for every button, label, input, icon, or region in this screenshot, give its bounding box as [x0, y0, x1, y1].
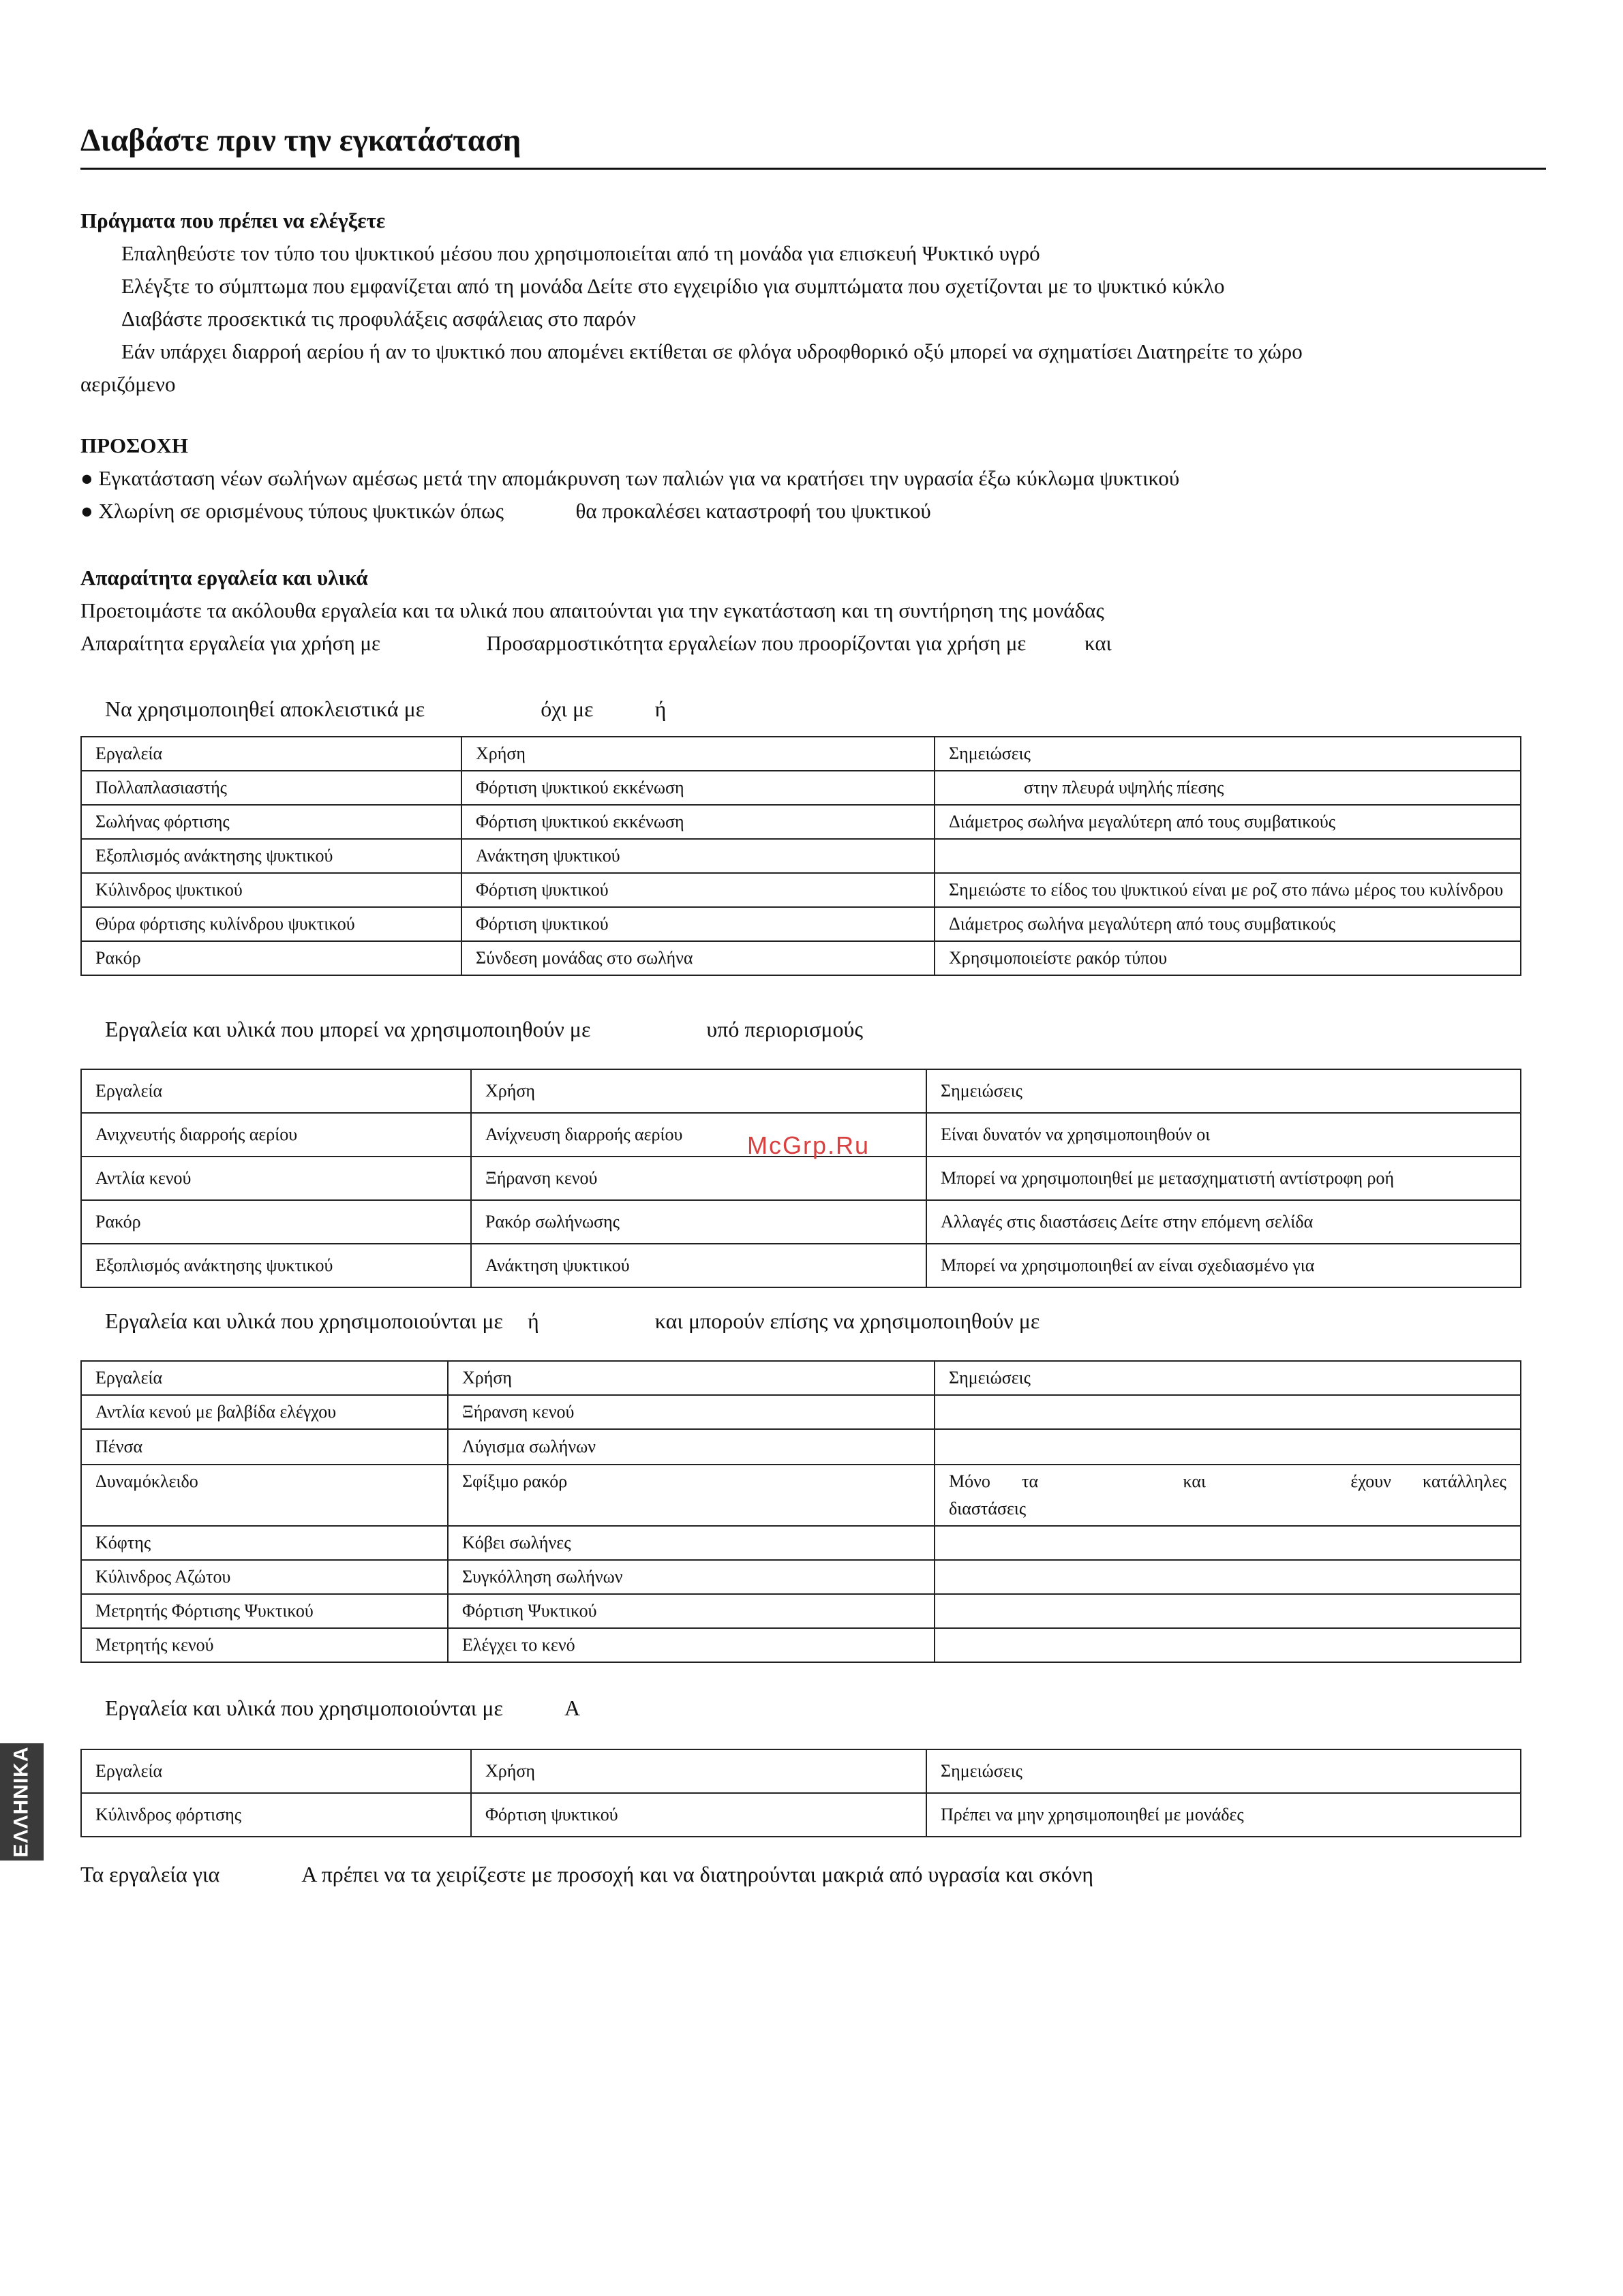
caution-item-2-b: θα προκαλέσει καταστροφή του ψυκτικού [575, 499, 931, 523]
note-word: τα [1022, 1471, 1039, 1491]
table-cell [935, 1594, 1521, 1628]
table-row [81, 1244, 1521, 1287]
table-cell: Φόρτιση ψυκτικού [461, 907, 935, 941]
caption-2 [80, 1013, 1546, 1045]
tools-line-2-c: και [1084, 631, 1112, 655]
tools-heading: Απαραίτητα εργαλεία και υλικά [80, 566, 368, 590]
table-cell: στην πλευρά υψηλής πίεσης [935, 771, 1521, 805]
table-cell: Κόφτης [81, 1526, 448, 1560]
table-row [81, 941, 1521, 975]
table-cell: Κύλινδρος Αζώτου [81, 1560, 448, 1594]
table-row [81, 873, 1521, 907]
table-3 [80, 1360, 1521, 1663]
table-row [81, 1361, 1521, 1395]
table-header-cell: Εργαλεία [81, 737, 461, 771]
table-row [81, 839, 1521, 873]
table-row [81, 1526, 1521, 1560]
table-cell: Κύλινδρος ψυκτικού [81, 873, 461, 907]
caption-1 [80, 692, 1546, 725]
check-section [80, 204, 1546, 401]
table-cell [935, 1560, 1521, 1594]
check-line-4: Εάν υπάρχει διαρροή αερίου ή αν το ψυκτικό που απομένει εκτίθεται σε φλόγα υδροφθορικό οξύ μπορεί να σχηματίσει Διατηρείτε το χώρο [121, 339, 1303, 363]
table-cell: Θύρα φόρτισης κυλίνδρου ψυκτικού [81, 907, 461, 941]
table-cell: Ξήρανση κενού [448, 1395, 935, 1429]
tools-line-1: Προετοιμάστε τα ακόλουθα εργαλεία και τα υλικά που απαιτούνται για την εγκατάσταση και τη συντήρηση της μονάδας [80, 598, 1104, 622]
table-cell [935, 1628, 1521, 1662]
table-cell: Ανιχνευτής διαρροής αερίου [81, 1113, 471, 1157]
table-cell [935, 1429, 1521, 1465]
table-1 [80, 736, 1521, 976]
table-cell: Είναι δυνατόν να χρησιμοποιηθούν οι [926, 1113, 1521, 1157]
table-cell: Μπορεί να χρησιμοποιηθεί με μετασχηματιστή αντίστροφη ροή [926, 1157, 1521, 1200]
table-cell: Φόρτιση ψυκτικού εκκένωση [461, 771, 935, 805]
table-cell [935, 1465, 1521, 1526]
footer-note-a: Τα εργαλεία για [80, 1862, 220, 1886]
table-cell: Φόρτιση ψυκτικού εκκένωση [461, 805, 935, 839]
caption-4 [80, 1692, 1546, 1724]
caption-2-a: Εργαλεία και υλικά που μπορεί να χρησιμοποιηθούν με [105, 1017, 591, 1041]
check-line-4-cont: αεριζόμενο [80, 372, 176, 396]
table-row [81, 907, 1521, 941]
table-cell: Ελέγχει το κενό [448, 1628, 935, 1662]
table-cell: Ανάκτηση ψυκτικού [461, 839, 935, 873]
caption-1-b: όχι με [541, 697, 594, 721]
caution-item-2 [80, 495, 1546, 527]
table-header-cell: Χρήση [471, 1069, 926, 1113]
page-title: Διαβάστε πριν την εγκατάσταση [80, 121, 1546, 170]
table-cell: Ξήρανση κενού [471, 1157, 926, 1200]
table-cell: Συγκόλληση σωλήνων [448, 1560, 935, 1594]
table-cell: Διάμετρος σωλήνα μεγαλύτερη από τους συμβατικούς [935, 805, 1521, 839]
table-cell: Δυναμόκλειδο [81, 1465, 448, 1526]
table-header-cell: Σημειώσεις [935, 1361, 1521, 1395]
table-cell: Ρακόρ σωλήνωσης [471, 1200, 926, 1244]
table-row [81, 1069, 1521, 1113]
check-heading: Πράγματα που πρέπει να ελέγξετε [80, 209, 386, 232]
caution-section [80, 429, 1546, 527]
tools-line-2-b: Προσαρμοστικότητα εργαλείων που προορίζονται για χρήση με [486, 631, 1027, 655]
table-cell [935, 839, 1521, 873]
note-word: έχουν [1350, 1471, 1391, 1491]
table-cell: Φόρτιση ψυκτικού [461, 873, 935, 907]
table-cell: Φόρτιση Ψυκτικού [448, 1594, 935, 1628]
watermark: McGrp.Ru [747, 1131, 870, 1159]
tools-line-2-a: Απαραίτητα εργαλεία για χρήση με [80, 631, 381, 655]
table-cell [935, 1526, 1521, 1560]
table-header-cell: Χρήση [448, 1361, 935, 1395]
table-2 [80, 1069, 1521, 1288]
table-row [81, 1395, 1521, 1429]
table-row [81, 1594, 1521, 1628]
caption-4-a: Εργαλεία και υλικά που χρησιμοποιούνται με [105, 1696, 503, 1720]
table-cell: Σημειώστε το είδος του ψυκτικού είναι με ροζ στο πάνω μέρος του κυλίνδρου [935, 873, 1521, 907]
caption-2-b: υπό περιορισμούς [706, 1017, 864, 1041]
table-cell: Πρέπει να μην χρησιμοποιηθεί με μονάδες [926, 1793, 1521, 1837]
table-cell: Κόβει σωλήνες [448, 1526, 935, 1560]
table-row [81, 1465, 1521, 1526]
note-word: Μόνο [949, 1471, 990, 1491]
table-cell: Φόρτιση ψυκτικού [471, 1793, 926, 1837]
table-4 [80, 1749, 1521, 1837]
table-cell: Πολλαπλασιαστής [81, 771, 461, 805]
table-cell: Εξοπλισμός ανάκτησης ψυκτικού [81, 1244, 471, 1287]
table-cell: Λύγισμα σωλήνων [448, 1429, 935, 1465]
table-row [81, 1560, 1521, 1594]
table-cell: Ανάκτηση ψυκτικού [471, 1244, 926, 1287]
caution-heading: ΠΡΟΣΟΧΗ [80, 433, 189, 457]
table-header-cell: Εργαλεία [81, 1361, 448, 1395]
table-row [81, 1429, 1521, 1465]
table-row [81, 1157, 1521, 1200]
table-cell: Αλλαγές στις διαστάσεις Δείτε στην επόμενη σελίδα [926, 1200, 1521, 1244]
caution-item-2-a: ● Χλωρίνη σε ορισμένους τύπους ψυκτικών όπως [80, 499, 504, 523]
note-word: κατάλληλες [1423, 1471, 1506, 1491]
table-header-cell: Σημειώσεις [935, 737, 1521, 771]
table-header-cell: Σημειώσεις [926, 1069, 1521, 1113]
table-row [81, 737, 1521, 771]
language-tab-label: ΕΛΛΗΝΙΚΑ [10, 1746, 33, 1858]
table-cell: Αντλία κενού [81, 1157, 471, 1200]
torque-note-line-1 [949, 1468, 1506, 1495]
tools-section [80, 562, 1546, 660]
caption-3 [80, 1304, 1546, 1337]
caption-3-c: και μπορούν επίσης να χρησιμοποιηθούν με [654, 1308, 1040, 1333]
caption-4-b: Α [564, 1696, 581, 1720]
table-cell: Ανίχνευση διαρροής αερίου [471, 1113, 926, 1157]
table-cell: Κύλινδρος φόρτισης [81, 1793, 471, 1837]
table-cell: Διάμετρος σωλήνα μεγαλύτερη από τους συμβατικούς [935, 907, 1521, 941]
table-cell: Σωλήνας φόρτισης [81, 805, 461, 839]
footer-note-b: Α πρέπει να τα χειρίζεστε με προσοχή και να διατηρούνται μακριά από υγρασία και σκόνη [301, 1862, 1093, 1886]
table-cell: Σφίξιμο ρακόρ [448, 1465, 935, 1526]
table-header-cell: Εργαλεία [81, 1749, 471, 1793]
table-header-cell: Σημειώσεις [926, 1749, 1521, 1793]
table-cell: Εξοπλισμός ανάκτησης ψυκτικού [81, 839, 461, 873]
table-cell: Πένσα [81, 1429, 448, 1465]
caption-3-b: ή [527, 1308, 539, 1333]
footer-note [80, 1858, 1093, 1891]
note-word: και [1183, 1471, 1206, 1491]
tools-line-2 [80, 627, 1546, 660]
check-line-2: Ελέγξτε το σύμπτωμα που εμφανίζεται από τη μονάδα Δείτε στο εγχειρίδιο για συμπτώματα που σχετίζονται με το ψυκτικό κύκλο [121, 274, 1225, 298]
check-line-1: Επαληθεύστε τον τύπο του ψυκτικού μέσου που χρησιμοποιείται από τη μονάδα για επισκευή Ψυκτικό υγρό [121, 241, 1040, 265]
table-row [81, 1749, 1521, 1793]
table-header-cell: Χρήση [461, 737, 935, 771]
torque-note-line-2: διαστάσεις [949, 1499, 1027, 1518]
table-cell: Μετρητής κενού [81, 1628, 448, 1662]
table-header-cell: Χρήση [471, 1749, 926, 1793]
table-cell: Χρησιμοποιείστε ρακόρ τύπου [935, 941, 1521, 975]
table-row [81, 1628, 1521, 1662]
table-cell: Ρακόρ [81, 941, 461, 975]
table-cell: Σύνδεση μονάδας στο σωλήνα [461, 941, 935, 975]
table-cell: Ρακόρ [81, 1200, 471, 1244]
table-cell [935, 1395, 1521, 1429]
caption-1-a: Να χρησιμοποιηθεί αποκλειστικά με [105, 697, 425, 721]
table-row [81, 805, 1521, 839]
table-header-cell: Εργαλεία [81, 1069, 471, 1113]
language-tab [0, 1743, 44, 1861]
table-row [81, 1793, 1521, 1837]
caption-3-a: Εργαλεία και υλικά που χρησιμοποιούνται με [105, 1308, 503, 1333]
caution-item-1: ● Εγκατάσταση νέων σωλήνων αμέσως μετά την απομάκρυνση των παλιών για να κρατήσει την υγρασία έξω κύκλωμα ψυκτικού [80, 466, 1180, 490]
table-row [81, 1200, 1521, 1244]
table-cell: Αντλία κενού με βαλβίδα ελέγχου [81, 1395, 448, 1429]
table-cell: Μετρητής Φόρτισης Ψυκτικού [81, 1594, 448, 1628]
caption-1-c: ή [654, 697, 667, 721]
table-cell: Μπορεί να χρησιμοποιηθεί αν είναι σχεδιασμένο για [926, 1244, 1521, 1287]
check-line-3: Διαβάστε προσεκτικά τις προφυλάξεις ασφάλειας στο παρόν [121, 307, 636, 331]
table-row [81, 771, 1521, 805]
